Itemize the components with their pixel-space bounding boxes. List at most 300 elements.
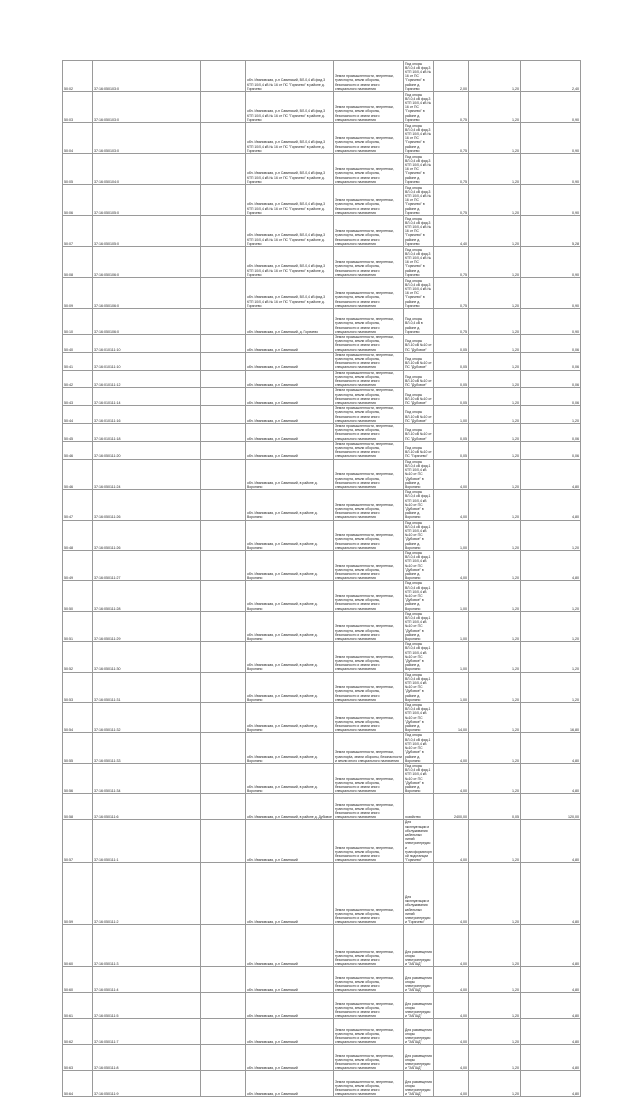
land-category-cell: Земли промышленности, энергетики, транспорта, земли обороны, безопасности и земли иного специального назначения — [334, 459, 404, 489]
rate-cell: 1,20 — [469, 424, 521, 442]
cadastral-number-cell: 37:16:010111:10 — [93, 352, 201, 370]
address-cell: обл. Ивановская, р-н Савинский, в районе д. Воронино — [246, 733, 334, 763]
land-category-cell: Земли промышленности, энергетики, транспорta, земли обороны, безопасности и земли иного специального назначения — [334, 733, 404, 763]
empty-cell — [201, 388, 246, 406]
row-id-cell: 50:09 — [63, 278, 93, 309]
empty-cell — [201, 642, 246, 672]
cadastral-number-cell: 37:16:050111:9 — [93, 1071, 201, 1097]
land-category-cell: Земли промышленности, энергетики, транспорта, земли обороны, безопасности и земли иного специального назначения — [334, 247, 404, 278]
row-id-cell: 50:43 — [63, 388, 93, 406]
address-cell: обл. Ивановская, р-н Савинский — [246, 820, 334, 863]
sum-cell: 1,20 — [521, 581, 581, 611]
permitted-use-cell: Для размещения опоры электропередачи "ЗАПАД" — [404, 1019, 434, 1045]
land-category-cell: Земли промышленности, энергетики, транспорта, земли обороны, безопасности и земли иного специального назначения — [334, 490, 404, 520]
land-category-cell: Земли промышленности, энергетики, транспорта, земли обороны, безопасности и земли иного специального назначения — [334, 154, 404, 185]
row-id-cell: 50:51 — [63, 611, 93, 641]
cadastral-number-cell: 37:16:050111:26 — [93, 520, 201, 550]
rate-cell: 1,20 — [469, 92, 521, 123]
sum-cell: 4,80 — [521, 763, 581, 793]
row-id-cell: 50:41 — [63, 352, 93, 370]
empty-cell — [201, 763, 246, 793]
sum-cell: 0,06 — [521, 441, 581, 459]
cadastral-number-cell: 37:16:050111:30 — [93, 642, 201, 672]
area-cell: 0,75 — [434, 154, 469, 185]
table-row — [63, 216, 581, 247]
address-cell: обл. Ивановская, р-н Савинский, в районе д. Воронино — [246, 490, 334, 520]
address-cell: обл. Ивановская, р-н Савинский, в районе д. Воронино — [246, 763, 334, 793]
land-category-cell: Земли промышленности, энергетики, транспорта, земли обороны, безопасности и земли иного специального назначения — [334, 406, 404, 424]
permitted-use-cell: Под опоры ВЛ-0,4 кВ фид.1 КТП 10/0,4 кВ №10 от ПС "Дубовое" в районе д. Воронино — [404, 763, 434, 793]
permitted-use-cell: Под опоры ВЛ-0,4 кВ фид.1 КТП 10/0,4 кВ №10 от ПС "Дубовое" в районе д. Воронино — [404, 459, 434, 489]
permitted-use-cell: Под опоры ВЛ-10 кВ №10 от ПС "Дубовое" — [404, 352, 434, 370]
address-cell: обл. Ивановская, р-н Савинский — [246, 441, 334, 459]
cadastral-number-cell: 37:16:050111:8 — [93, 1045, 201, 1071]
table-row — [63, 459, 581, 489]
sum-cell: 4,80 — [521, 733, 581, 763]
sum-cell: 4,80 — [521, 993, 581, 1019]
permitted-use-cell: Под опоры ВЛ-0,4 кВ фид.3 КТП 10/0,4 кВ № 16 от ПС "Горячево" в районе д. Горячево — [404, 247, 434, 278]
land-category-cell: Земли промышленности, энергетики, транспорта, земли обороны, безопасности и земли иного специального назначения — [334, 1045, 404, 1071]
address-cell: обл. Ивановская, р-н Савинский — [246, 967, 334, 993]
land-category-cell: Земли промышленности, энергетики, транспорта, земли обороны, безопасности и земли иного специального назначения — [334, 642, 404, 672]
cadastral-number-cell: 37:16:050104:0 — [93, 154, 201, 185]
address-cell: обл. Ивановская, р-н Савинский, в районе д. Воронино — [246, 550, 334, 580]
address-cell: обл. Ивановская, р-н Савинский — [246, 1019, 334, 1045]
table-row — [63, 611, 581, 641]
rate-cell: 1,20 — [469, 185, 521, 216]
empty-cell — [201, 247, 246, 278]
land-category-cell: Земли промышленности, энергетики, транспорта, земли обороны, безопасности и земли иного специального назначения — [334, 441, 404, 459]
address-cell: обл. Ивановская, р-н Савинский, в районе д. Воронино — [246, 611, 334, 641]
address-cell: обл. Ивановская, р-н Савинский, ВЛ-0,4 кВ фид.3 КТП 10/0,4 кВ № 16 от ПС "Горячево" в районе д. Горячево — [246, 154, 334, 185]
cadastral-number-cell: 37:16:050111:34 — [93, 763, 201, 793]
table-row — [63, 441, 581, 459]
sum-cell: 1,20 — [521, 611, 581, 641]
address-cell: обл. Ивановская, р-н Савинский — [246, 406, 334, 424]
permitted-use-cell: Под опоры ВЛ-0,4 кВ фид.1 КТП 10/0,4 кВ №10 от ПС "Дубовое" в районе д. Воронино — [404, 642, 434, 672]
rate-cell: 1,20 — [469, 672, 521, 702]
empty-cell — [201, 92, 246, 123]
sum-cell: 0,90 — [521, 278, 581, 309]
address-cell: обл. Ивановская, р-н Савинский — [246, 424, 334, 442]
land-plots-table — [62, 60, 581, 1097]
address-cell: обл. Ивановская, р-н Савинский, в районе д. Дубовое — [246, 794, 334, 820]
empty-cell — [201, 424, 246, 442]
empty-cell — [201, 1071, 246, 1097]
land-category-cell: Земли промышленности, энергетики, транспорта, земли обороны, безопасности и земли иного специального назначения — [334, 820, 404, 863]
area-cell: 0,05 — [434, 441, 469, 459]
table-row — [63, 406, 581, 424]
sum-cell: 0,90 — [521, 154, 581, 185]
empty-cell — [201, 490, 246, 520]
permitted-use-cell: Для размещения опоры электропередачи "ЗАПАД" — [404, 967, 434, 993]
area-cell: 4,00 — [434, 459, 469, 489]
table-row — [63, 642, 581, 672]
area-cell: 2,00 — [434, 61, 469, 92]
permitted-use-cell: Под опоры ВЛ-0,4 кВ фид.3 КТП 10/0,4 кВ № 16 от ПС "Горячево" в районе д. Горячево — [404, 185, 434, 216]
area-cell: 4,00 — [434, 1019, 469, 1045]
sum-cell: 4,80 — [521, 863, 581, 925]
land-category-cell: Земли промышленности, энергетики, транспорта, земли обороны, безопасности и земли иного специального назначения — [334, 993, 404, 1019]
row-id-cell: 50:62 — [63, 1019, 93, 1045]
rate-cell: 1,20 — [469, 993, 521, 1019]
permitted-use-cell: хозяйство — [404, 794, 434, 820]
land-category-cell: Земли промышленности, энергетики, транспорта, земли обороны, безопасности и земли иного специального назначения — [334, 424, 404, 442]
land-category-cell: Земли промышленности, энергетики, транспорта, земли обороны, безопасности и земли иного специального назначения — [334, 123, 404, 154]
address-cell: обл. Ивановская, р-н Савинский — [246, 370, 334, 388]
sum-cell: 0,90 — [521, 309, 581, 335]
table-row — [63, 92, 581, 123]
sum-cell: 4,80 — [521, 820, 581, 863]
land-category-cell: Земли промышленности, энергетики, транспорта, земли обороны, безопасности и земли иного специального назначения — [334, 278, 404, 309]
address-cell: обл. Ивановская, р-н Савинский — [246, 352, 334, 370]
address-cell: обл. Ивановская, р-н Савинский, в районе д. Воронино — [246, 581, 334, 611]
permitted-use-cell: Для размещения опоры электропередачи "ЗАПАД" — [404, 1045, 434, 1071]
cadastral-number-cell: 37:16:010111:10 — [93, 335, 201, 353]
area-cell: 2400,00 — [434, 794, 469, 820]
table-row — [63, 581, 581, 611]
permitted-use-cell: Под опоры ВЛ-0,4 кВ фид.1 КТП 10/0,4 кВ №10 от ПС "Дубовое" в районе д. Воронино — [404, 550, 434, 580]
rate-cell: 1,20 — [469, 863, 521, 925]
sum-cell: 0,06 — [521, 388, 581, 406]
cadastral-number-cell: 37:16:050111:24 — [93, 459, 201, 489]
sum-cell: 0,06 — [521, 335, 581, 353]
table-row — [63, 154, 581, 185]
address-cell: обл. Ивановская, р-н Савинский, ВЛ-0,4 кВ фид.3 КТП 10/0,4 кВ № 16 от ПС "Горячево" в районе д. Горячево — [246, 247, 334, 278]
cadastral-number-cell: 37:16:050111:28 — [93, 581, 201, 611]
land-category-cell: Земли промышленности, энергетики, транспорта, земли обороны, безопасности и земли иного специального назначения — [334, 216, 404, 247]
area-cell: 4,00 — [434, 763, 469, 793]
row-id-cell: 50:57 — [63, 820, 93, 863]
area-cell: 14,00 — [434, 703, 469, 733]
permitted-use-cell: Для размещения опоры электропередачи "ЗАПАД" — [404, 1071, 434, 1097]
land-category-cell: Земли промышленности, энергетики, транспорта, земли обороны, безопасности и земли иного специального назначения — [334, 1019, 404, 1045]
row-id-cell: 50:06 — [63, 185, 93, 216]
area-cell: 4,00 — [434, 1071, 469, 1097]
area-cell: 0,75 — [434, 247, 469, 278]
land-category-cell: Земли промышленности, энергетики, транспорта, земли обороны, безопасности и земли иного специального назначения — [334, 763, 404, 793]
area-cell: 4,00 — [434, 967, 469, 993]
table-row — [63, 490, 581, 520]
row-id-cell: 50:61 — [63, 993, 93, 1019]
land-category-cell: Земли промышленности, энергетики, транспорта, земли обороны, безопасности и земли иного специального назначения — [334, 388, 404, 406]
land-category-cell: Земли промышленности, энергетики, транспорта, земли обороны, безопасности и земли иного специального назначения — [334, 92, 404, 123]
rate-cell: 1,20 — [469, 1045, 521, 1071]
empty-cell — [201, 925, 246, 967]
permitted-use-cell: Под опоры ВЛ-10 кВ №10 от ПС "Дубовое" — [404, 388, 434, 406]
cadastral-number-cell: 37:16:050105:0 — [93, 216, 201, 247]
rate-cell: 1,20 — [469, 441, 521, 459]
row-id-cell: 50:03 — [63, 92, 93, 123]
permitted-use-cell: Под опоры ВЛ-0,4 кВ фид.1 КТП 10/0,4 кВ №10 от ПС "Дубовое" в районе д. Воронино — [404, 611, 434, 641]
sum-cell: 1,20 — [521, 520, 581, 550]
empty-cell — [201, 123, 246, 154]
table-row — [63, 309, 581, 335]
rate-cell: 1,20 — [469, 123, 521, 154]
empty-cell — [201, 154, 246, 185]
area-cell: 4,00 — [434, 490, 469, 520]
table-row — [63, 820, 581, 863]
area-cell: 4,40 — [434, 216, 469, 247]
empty-cell — [201, 820, 246, 863]
cadastral-number-cell: 37:16:050111:1 — [93, 820, 201, 863]
row-id-cell: 50:08 — [63, 247, 93, 278]
permitted-use-cell: Для эксплуатации и обслуживания кабельных линий электропередачи трансформаторной подстанции "Горячево" — [405, 820, 432, 863]
table-row — [63, 993, 581, 1019]
row-id-cell: 50:59 — [63, 863, 93, 925]
empty-cell — [201, 993, 246, 1019]
rate-cell: 1,20 — [469, 216, 521, 247]
row-id-cell: 50:46 — [63, 459, 93, 489]
rate-cell: 1,20 — [469, 733, 521, 763]
sum-cell: 120,00 — [521, 794, 581, 820]
cadastral-number-cell: 37:16:050106:0 — [93, 309, 201, 335]
rate-cell: 1,20 — [469, 550, 521, 580]
sum-cell: 4,80 — [521, 1045, 581, 1071]
empty-cell — [201, 352, 246, 370]
rate-cell: 1,20 — [469, 1019, 521, 1045]
empty-cell — [201, 216, 246, 247]
table-row — [63, 925, 581, 967]
permitted-use-cell: Под опоры ВЛ-0,4 кВ фид.1 КТП 10/0,4 кВ №10 от ПС "Дубовое" в районе д. Воронино — [404, 581, 434, 611]
rate-cell: 1,20 — [469, 352, 521, 370]
address-cell: обл. Ивановская, р-н Савинский, ВЛ-0,4 кВ фид.3 КТП 10/0,4 кВ № 16 от ПС "Горячево" в районе д. Горячево — [246, 123, 334, 154]
rate-cell: 1,20 — [469, 925, 521, 967]
land-category-cell: Земли промышленности, энергетики, транспорта, земли обороны, безопасности и земли иного специального назначения — [334, 703, 404, 733]
area-cell: 0,75 — [434, 92, 469, 123]
area-cell: 4,00 — [434, 550, 469, 580]
area-cell: 0,75 — [434, 123, 469, 154]
rate-cell: 1,20 — [469, 459, 521, 489]
permitted-use-cell: Под опоры ВЛ-0,4 кВ фид.1 КТП 10/0,4 кВ №10 от ПС "Дубовое" в районе д. Воронино — [404, 490, 434, 520]
permitted-use-cell: Под опоры ВЛ-10 кВ №10 от ПС "Дубовое" — [404, 370, 434, 388]
area-cell: 1,00 — [434, 611, 469, 641]
sum-cell: 1,20 — [521, 672, 581, 702]
row-id-cell: 50:02 — [63, 61, 93, 92]
row-id-cell: 50:47 — [63, 490, 93, 520]
land-category-cell: Земли промышленности, энергетики, транспорта, земли обороны, безопасности и земли иного специального назначения — [334, 925, 404, 967]
land-category-cell: Земли промышленности, энергетики, транспорта, земли обороны, безопасности и земли иного специального назначения — [334, 370, 404, 388]
empty-cell — [201, 61, 246, 92]
sum-cell: 0,06 — [521, 352, 581, 370]
rate-cell: 1,20 — [469, 247, 521, 278]
area-cell: 1,00 — [434, 520, 469, 550]
cadastral-number-cell: 37:16:010111:12 — [93, 370, 201, 388]
cadastral-number-cell: 37:16:050106:0 — [93, 247, 201, 278]
rate-cell: 1,20 — [469, 763, 521, 793]
area-cell: 4,00 — [434, 1045, 469, 1071]
land-category-cell: Земли промышленности, энергетики, транспорта, земли обороны, безопасности и земли иного специального назначения — [334, 863, 404, 925]
empty-cell — [201, 672, 246, 702]
land-category-cell: Земли промышленности, энергетики, транспорта, земли обороны, безопасности и земли иного специального назначения — [334, 611, 404, 641]
table-row — [63, 672, 581, 702]
cadastral-number-cell: 37:16:050111:2 — [93, 863, 201, 925]
empty-cell — [201, 441, 246, 459]
cadastral-number-cell: 37:16:050106:0 — [93, 278, 201, 309]
rate-cell: 1,20 — [469, 581, 521, 611]
sum-cell: 4,80 — [521, 490, 581, 520]
rate-cell: 1,20 — [469, 820, 521, 863]
land-category-cell: Земли промышленности, энергетики, транспорта, земли обороны, безопасности и земли иного специального назначения — [334, 185, 404, 216]
permitted-use-cell: Под опоры ВЛ-0,4 кВ фид.3 КТП 10/0,4 кВ № 16 от ПС "Горячево" в районе д. Горячево — [404, 216, 434, 247]
cadastral-number-cell: 37:16:050111:20 — [93, 441, 201, 459]
row-id-cell: 50:48 — [63, 520, 93, 550]
area-cell: 0,75 — [434, 185, 469, 216]
sum-cell: 4,80 — [521, 550, 581, 580]
empty-cell — [201, 459, 246, 489]
address-cell: обл. Ивановская, р-н Савинский, ВЛ-0,4 кВ фид.3 КТП 10/0,4 кВ № 16 от ПС "Горячево" в районе д. Горячево — [246, 278, 334, 309]
land-category-cell: Земли промышленности, энергетики, транспорта, земли обороны, безопасности и земли иного специального назначения — [334, 352, 404, 370]
cadastral-number-cell: 37:16:050111:27 — [93, 550, 201, 580]
cadastral-number-cell: 37:16:010111:18 — [93, 424, 201, 442]
address-cell: обл. Ивановская, р-н Савинский, в районе д. Воронино — [246, 520, 334, 550]
rate-cell: 1,20 — [469, 370, 521, 388]
land-category-cell: Земли промышленности, энергетики, транспорта, земли обороны, безопасности и земли иного специального назначения — [334, 520, 404, 550]
area-cell: 1,00 — [434, 581, 469, 611]
empty-cell — [201, 611, 246, 641]
cadastral-number-cell: 37:16:010111:16 — [93, 406, 201, 424]
table-row — [63, 370, 581, 388]
permitted-use-cell: Под опоры ВЛ-0,4 кВ в районе д. Горячево — [404, 309, 434, 335]
sum-cell: 5,28 — [521, 216, 581, 247]
rate-cell: 1,20 — [469, 611, 521, 641]
table-row — [63, 388, 581, 406]
row-id-cell: 50:63 — [63, 1045, 93, 1071]
cadastral-number-cell: 37:16:050111:3 — [93, 925, 201, 967]
cadastral-number-cell: 37:16:050111:6 — [93, 794, 201, 820]
land-category-cell: Земли промышленности, энергетики, транспорта, земли обороны, безопасности и земли иного специального назначения — [334, 967, 404, 993]
rate-cell: 1,20 — [469, 520, 521, 550]
sum-cell: 4,80 — [521, 1019, 581, 1045]
empty-cell — [201, 967, 246, 993]
land-category-cell: Земли промышленности, энергетики, транспорта, земли обороны, безопасности и земли иного специального назначения — [334, 335, 404, 353]
address-cell: обл. Ивановская, р-н Савинский, ВЛ-0,4 кВ фид.3 КТП 10/0,4 кВ № 16 от ПС "Горячево" в районе д. Горячево — [246, 92, 334, 123]
sum-cell: 4,80 — [521, 1071, 581, 1097]
area-cell: 4,00 — [434, 863, 469, 925]
row-id-cell: 50:55 — [63, 733, 93, 763]
area-cell: 0,05 — [434, 352, 469, 370]
cadastral-number-cell: 37:16:050111:5 — [93, 993, 201, 1019]
row-id-cell: 50:10 — [63, 309, 93, 335]
row-id-cell: 50:40 — [63, 335, 93, 353]
table-row — [63, 1045, 581, 1071]
address-cell: обл. Ивановская, р-н Савинский — [246, 1071, 334, 1097]
permitted-use-cell: Под опоры ВЛ-0,4 кВ фид.1 КТП 10/0,4 кВ №10 от ПС "Дубовое" в районе д. Воронино — [404, 703, 434, 733]
table-row — [63, 1019, 581, 1045]
cadastral-number-cell: 37:16:050111:4 — [93, 967, 201, 993]
area-cell: 4,00 — [434, 993, 469, 1019]
permitted-use-cell: Для эксплуатации и обслуживания кабельных линий электропередачи "Горячево" — [404, 863, 434, 925]
area-cell: 0,05 — [434, 388, 469, 406]
empty-cell — [201, 278, 246, 309]
sum-cell: 4,80 — [521, 925, 581, 967]
empty-cell — [201, 335, 246, 353]
address-cell: обл. Ивановская, р-н Савинский, в районе д. Воронино — [246, 703, 334, 733]
sum-cell: 0,90 — [521, 247, 581, 278]
row-id-cell: 50:46 — [63, 441, 93, 459]
land-category-cell: Земли промышленности, энергетики, транспорта, земли обороны, безопасности и земли иного специального назначения — [334, 61, 404, 92]
permitted-use-cell: Под опоры ВЛ-10 кВ №10 от ПС "Дубовое" — [404, 406, 434, 424]
empty-cell — [201, 370, 246, 388]
empty-cell — [201, 185, 246, 216]
address-cell: обл. Ивановская, р-н Савинский — [246, 993, 334, 1019]
table-body — [63, 61, 581, 1097]
sum-cell: 0,06 — [521, 424, 581, 442]
area-cell: 1,00 — [434, 406, 469, 424]
area-cell: 0,75 — [434, 278, 469, 309]
cadastral-number-cell: 37:16:050111:32 — [93, 703, 201, 733]
cadastral-number-cell: 37:16:050111:26 — [93, 490, 201, 520]
area-cell: 0,05 — [434, 335, 469, 353]
sum-cell: 2,40 — [521, 61, 581, 92]
row-id-cell: 50:04 — [63, 123, 93, 154]
cadastral-number-cell: 37:16:050111:31 — [93, 672, 201, 702]
rate-cell: 0,05 — [469, 794, 521, 820]
row-id-cell: 50:44 — [63, 406, 93, 424]
empty-cell — [201, 703, 246, 733]
address-cell: обл. Ивановская, р-н Савинский — [246, 388, 334, 406]
table-row — [63, 703, 581, 733]
permitted-use-cell: Под опоры ВЛ-10 кВ №10 от ПС "Горячево" — [404, 441, 434, 459]
permitted-use-cell: Для размещения опоры электропередачи "ЗАПАД" — [404, 925, 434, 967]
address-cell: обл. Ивановская, р-н Савинский — [246, 1045, 334, 1071]
empty-cell — [201, 550, 246, 580]
sum-cell: 16,80 — [521, 703, 581, 733]
table-row — [63, 123, 581, 154]
table-row — [63, 61, 581, 92]
permitted-use-cell: Под опоры ВЛ-0,4 кВ фид.3 КТП 10/0,4 кВ № 16 от ПС "Горячево" в районе д. Горячево — [404, 92, 434, 123]
cadastral-number-cell: 37:16:010111:14 — [93, 388, 201, 406]
rate-cell: 1,20 — [469, 278, 521, 309]
table-row — [63, 352, 581, 370]
address-cell: обл. Ивановская, р-н Савинский, д. Горячево — [246, 309, 334, 335]
rate-cell: 1,20 — [469, 490, 521, 520]
address-cell: обл. Ивановская, р-н Савинский, ВЛ-0,4 кВ фид.3 КТП 10/0,4 кВ № 16 от ПС "Горячево" в районе д. Горячево — [246, 185, 334, 216]
row-id-cell: 50:50 — [63, 581, 93, 611]
row-id-cell: 50:64 — [63, 1071, 93, 1097]
permitted-use-cell: Под опоры ВЛ-10 кВ №10 от ПС "Дубовое" — [404, 335, 434, 353]
document-sheet — [62, 60, 580, 1097]
land-category-cell: Земли промышленности, энергетики, транспорта, земли обороны, безопасности и земли иного специального назначения — [334, 309, 404, 335]
permitted-use-cell: Под опоры ВЛ-0,4 кВ фид.1 КТП 10/0,4 кВ №10 от ПС "Дубовое" в районе д. Воронино — [404, 520, 434, 550]
address-cell: обл. Ивановская, р-н Савинский, ВЛ-0,4 кВ фид.3 КТП 10/0,4 кВ № 16 от ПС "Горячево" в районе д. Горячево — [246, 61, 334, 92]
area-cell: 0,75 — [434, 309, 469, 335]
rate-cell: 1,20 — [469, 703, 521, 733]
sum-cell: 0,90 — [521, 123, 581, 154]
table-row — [63, 794, 581, 820]
empty-cell — [201, 520, 246, 550]
sum-cell: 0,90 — [521, 92, 581, 123]
empty-cell — [201, 733, 246, 763]
rate-cell: 1,20 — [469, 309, 521, 335]
row-id-cell: 50:42 — [63, 370, 93, 388]
table-row — [63, 185, 581, 216]
table-row — [63, 733, 581, 763]
rate-cell: 1,20 — [469, 967, 521, 993]
permitted-use-cell: Под опоры ВЛ-0,4 кВ фид.1 КТП 10/0,4 кВ №10 от ПС "Дубовое" в районе д. Воронино — [404, 672, 434, 702]
address-cell: обл. Ивановская, р-н Савинский, в районе д. Воронино — [246, 672, 334, 702]
row-id-cell: 50:60 — [63, 925, 93, 967]
address-cell: обл. Ивановская, р-н Савинский, в районе д. Воронино — [246, 642, 334, 672]
table-row — [63, 550, 581, 580]
address-cell: обл. Ивановская, р-н Савинский — [246, 863, 334, 925]
permitted-use-cell: Под опоры ВЛ-0,4 кВ фид.1 КТП 10/0,4 кВ №10 от ПС "Дубовое" в районе д. Воронино — [404, 733, 434, 763]
table-row — [63, 247, 581, 278]
row-id-cell: 50:54 — [63, 703, 93, 733]
area-cell: 4,00 — [434, 820, 469, 863]
table-row — [63, 520, 581, 550]
rate-cell: 1,20 — [469, 154, 521, 185]
